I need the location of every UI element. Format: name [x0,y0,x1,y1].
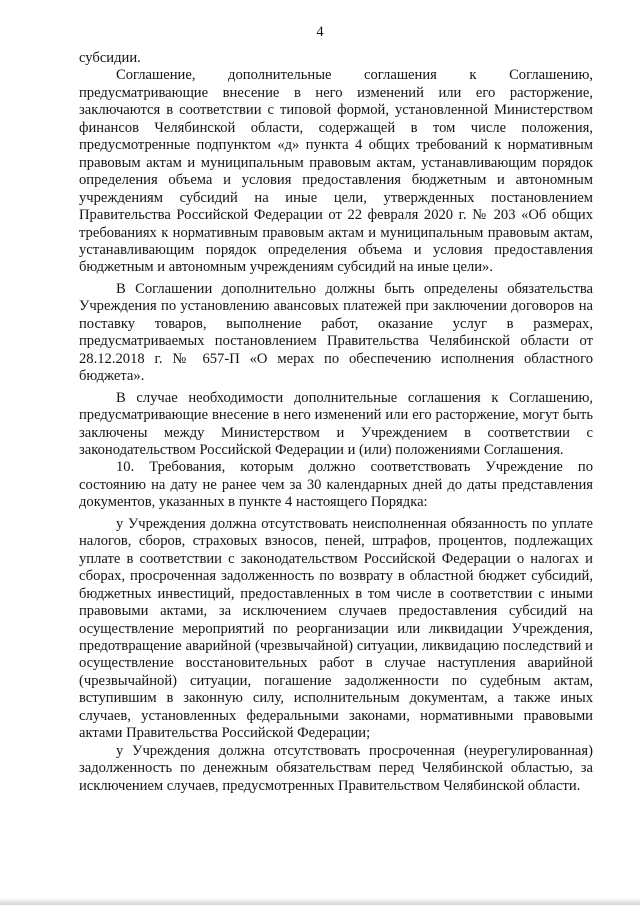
paragraph-requirements-10: 10. Требования, которым должно соответствовать Учреждение по состоянию на дату не ранее чем за 30 календарных дней до даты представления документов, указанных в пункте 4 настоящего Порядка: [79,459,593,511]
paragraph-no-overdue-debt: у Учреждения должна отсутствовать просроченная (неурегулированная) задолженность по денежным обязательствам перед Челябинской областью, за исключением случаев, предусмотренных Правительством Челябинской области. [79,742,593,794]
paragraph-additional-agreements: В случае необходимости дополнительные соглашения к Соглашению, предусматривающие внесение в него изменений или его расторжение, могут быть заключены между Министерством и Учреждением в соответствии с законодательством Российской Федерации и (или) положениями Соглашения. [79,389,593,458]
page-number: 4 [316,24,324,40]
paragraph-advance-payments: В Соглашении дополнительно должны быть определены обязательства Учреждения по установлению авансовых платежей при заключении договоров на поставку товаров, выполнение работ, оказание услуг в размерах, предусматриваемых постановлением Правительства Челябинской области от 28.12.2018 г. № 657-П «О мерах по обеспечению исполнения областного бюджета». [79,280,593,385]
scan-bottom-edge [0,898,640,905]
paragraph-continuation: субсидии. [79,50,141,66]
document-body [79,50,593,795]
paragraph-agreement-form: Соглашение, дополнительные соглашения к Соглашению, предусматривающие внесение в него изменений или его расторжение, заключаются в соответствии с типовой формой, установленной Министерством финансов Челябинской области, содержащей в том числе положения, предусмотренные подпунктом «д» пункта 4 общих требований к нормативным правовым актам и муниципальным правовым актам, устанавливающим порядок определения объема и условия предоставления бюджетным и автономным учреждениям субсидий на иные цели, утвержденных постановлением Правительства Российской Федерации от 22 февраля 2020 г. № 203 «Об общих требованиях к нормативным правовым актам и муниципальным правовым актам, устанавливающим порядок определения объема и условия предоставления бюджетным и автономным учреждениям субсидий на иные цели». [79,67,593,276]
paragraph-no-tax-arrears: у Учреждения должна отсутствовать неисполненная обязанность по уплате налогов, сборов, страховых взносов, пеней, штрафов, процентов, подлежащих уплате в соответствии с законодательством Российской Федерации о налогах и сборах, просроченная задолженность по возврату в областной бюджет субсидий, бюджетных инвестиций, предоставленных в том числе в соответствии с иными правовыми актами, за исключением случаев предоставления субсидий на осуществление мероприятий по реорганизации или ликвидации Учреждения, предотвращение аварийной (чрезвычайной) ситуации, ликвидацию последствий и осуществление восстановительных работ в случае наступления аварийной (чрезвычайной) ситуации, погашение задолженности по судебным актам, вступившим в законную силу, исполнительным документам, а также иных случаев, установленных федеральными законами, нормативными правовыми актами Правительства Российской Федерации; [79,515,593,742]
